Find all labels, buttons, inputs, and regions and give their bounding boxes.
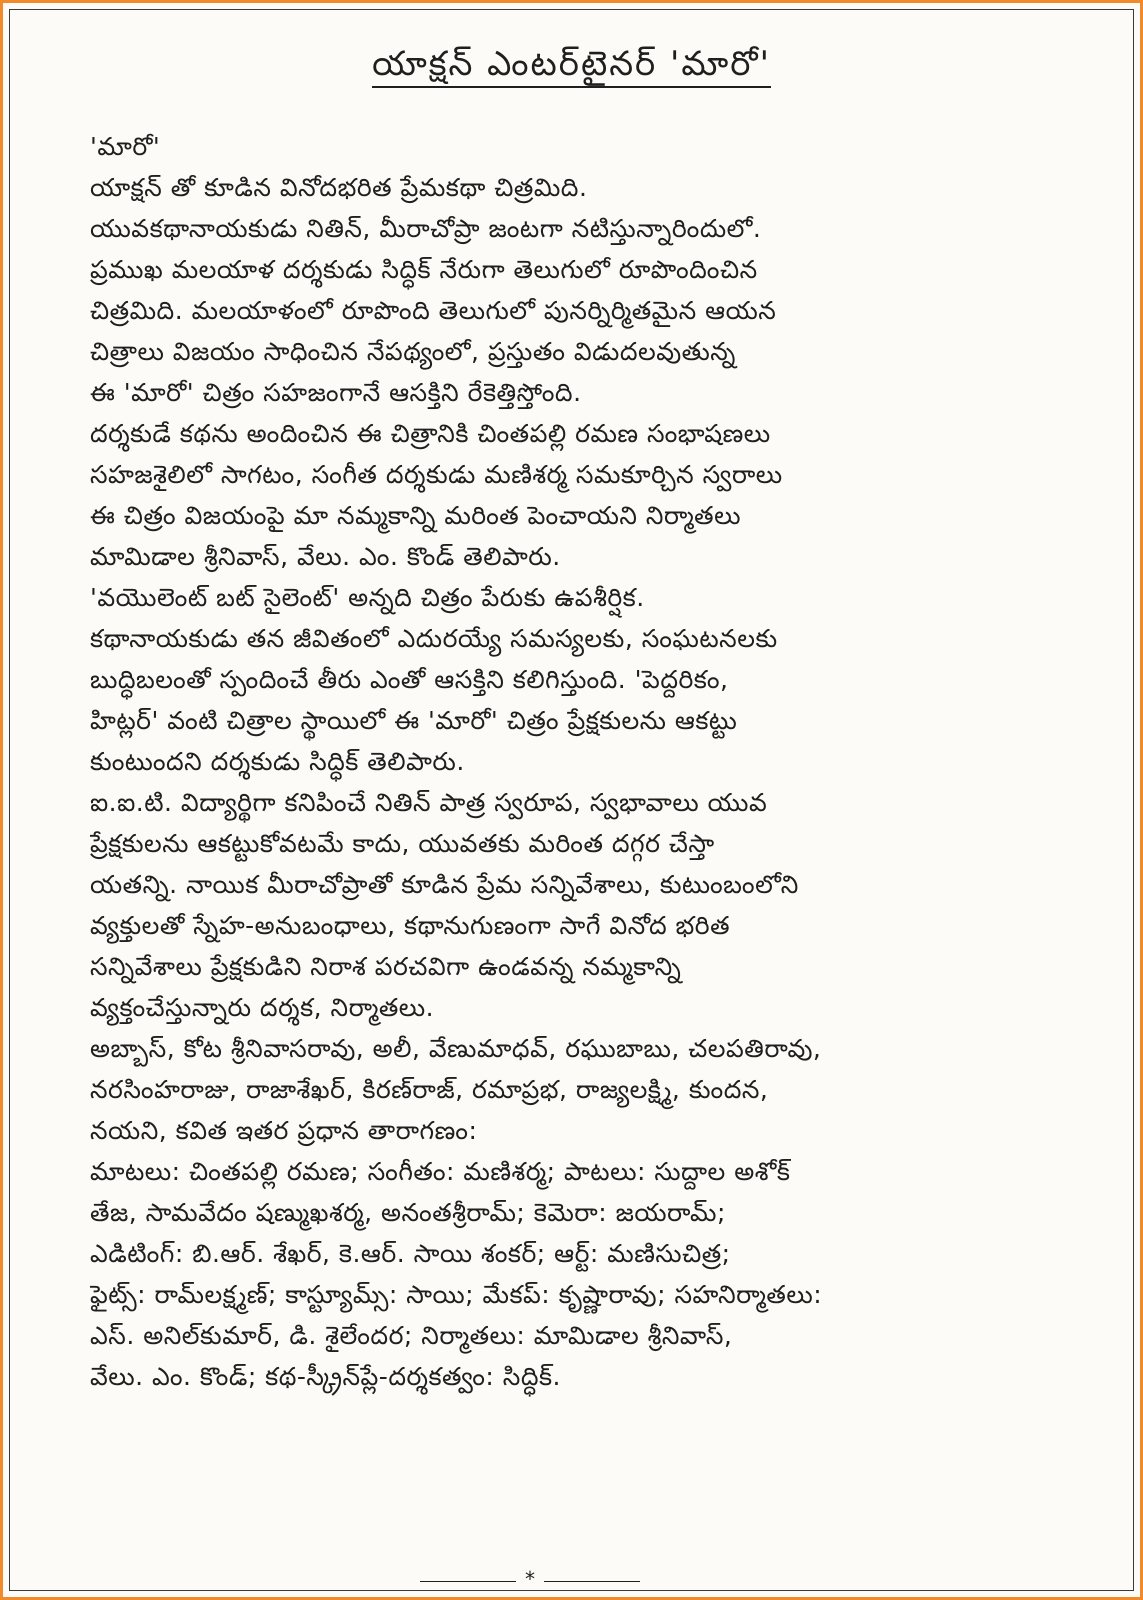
text-line: ఎడిటింగ్: బి.ఆర్. శేఖర్, కె.ఆర్. సాయి శంకర్; ఆర్ట్: మణిసుచిత్ర;	[90, 1239, 731, 1268]
text-line: తేజ, సామవేదం షణ్ముఖశర్మ, అనంతశ్రీరామ్; కెమెరా: జయరామ్;	[90, 1198, 726, 1227]
text-line: యువకథానాయకుడు నితిన్, మీరాచోప్రా జంటగా నటిస్తున్నారిందులో.	[90, 214, 762, 243]
text-line: కథానాయకుడు తన జీవితంలో ఎదురయ్యే సమస్యలకు, సంఘటనలకు	[90, 624, 778, 653]
text-line: నయని, కవిత ఇతర ప్రధాన తారాగణం:	[90, 1116, 478, 1145]
text-line: చిత్రమిది. మలయాళంలో రూపొంది తెలుగులో పునర్నిర్మితమైన ఆయన	[90, 296, 777, 325]
text-line: బుద్ధిబలంతో స్పందించే తీరు ఎంతో ఆసక్తిని కలిగిస్తుంది. 'పెద్దరికం,	[90, 665, 729, 694]
text-line: ఈ 'మారో' చిత్రం సహజంగానే ఆసక్తిని రేకెత్తిస్తోంది.	[90, 378, 582, 407]
text-line: 'మారో'	[90, 132, 161, 161]
text-line: ప్రముఖ మలయాళ దర్శకుడు సిద్ధిక్ నేరుగా తెలుగులో రూపొందించిన	[90, 255, 758, 284]
footer-rule-right	[544, 1581, 640, 1582]
text-line: ఎస్. అనిల్‌కుమార్, డి. శైలేందర; నిర్మాతలు: మామిడాల శ్రీనివాస్,	[90, 1321, 733, 1350]
text-line: అబ్బాస్, కోట శ్రీనివాసరావు, అలీ, వేణుమాధవ్, రఘుబాబు, చలపతిరావు,	[90, 1034, 822, 1063]
text-line: వేలు. ఎం. కొండ్; కథ-స్క్రీన్‌ప్లే-దర్శకత్వం: సిద్ధిక్.	[90, 1362, 561, 1391]
text-line: 'వయొలెంట్ బట్ సైలెంట్' అన్నది చిత్రం పేరుకు ఉపశీర్షిక.	[90, 583, 645, 612]
text-line: యతన్ని. నాయిక మీరాచోప్రాతో కూడిన ప్రేమ సన్నివేశాలు, కుటుంబంలోని	[90, 870, 799, 899]
text-line: మాటలు: చింతపల్లి రమణ; సంగీతం: మణిశర్మ; పాటలు: సుద్దాల అశోక్	[90, 1157, 791, 1186]
text-line: వ్యక్తులతో స్నేహ-అనుబంధాలు, కథానుగుణంగా సాగే వినోద భరిత	[90, 911, 731, 940]
text-line: వ్యక్తంచేస్తున్నారు దర్శక, నిర్మాతలు.	[90, 993, 435, 1022]
text-line: ఈ చిత్రం విజయంపై మా నమ్మకాన్ని మరింత పెంచాయని నిర్మాతలు	[90, 501, 742, 530]
text-line: దర్శకుడే కథను అందించిన ఈ చిత్రానికి చింతపల్లి రమణ సంభాషణలు	[90, 419, 771, 448]
text-line: మామిడాల శ్రీనివాస్, వేలు. ఎం. కొండ్ తెలిపారు.	[90, 542, 561, 571]
text-line: కుంటుందని దర్శకుడు సిద్ధిక్ తెలిపారు.	[90, 747, 465, 776]
document-title-text: యాక్షన్ ఎంటర్‌టైనర్ 'మారో'	[372, 44, 771, 88]
text-line: నరసింహరాజు, రాజాశేఖర్, కిరణ్‌రాజ్, రమాప్రభ, రాజ్యలక్ష్మి, కుందన,	[90, 1075, 769, 1104]
text-line: చిత్రాలు విజయం సాధించిన నేపథ్యంలో, ప్రస్తుతం విడుదలవుతున్న	[90, 337, 736, 366]
text-line: ప్రేక్షకులను ఆకట్టుకోవటమే కాదు, యువతకు మరింత దగ్గర చేస్తా	[90, 829, 715, 858]
text-line: సహజశైలిలో సాగటం, సంగీత దర్శకుడు మణిశర్మ సమకూర్చిన స్వరాలు	[90, 460, 783, 489]
footer-star-mark: *	[525, 1567, 535, 1591]
handwritten-body	[90, 126, 1090, 1397]
text-line: ఫైట్స్: రామ్‌లక్ష్మణ్; కాస్ట్యూమ్స్: సాయి; మేకప్: కృష్ణారావు; సహనిర్మాతలు:	[90, 1280, 823, 1309]
text-line: ఐ.ఐ.టి. విద్యార్థిగా కనిపించే నితిన్ పాత్ర స్వరూప, స్వభావాలు యువ	[90, 788, 768, 817]
text-line: సన్నివేశాలు ప్రేక్షకుడిని నిరాశ పరచవిగా ఉండవన్న నమ్మకాన్ని	[90, 952, 682, 981]
text-line: యాక్షన్ తో కూడిన వినోదభరిత ప్రేమకథా చిత్రమిది.	[90, 173, 588, 202]
text-line: హిట్లర్' వంటి చిత్రాల స్థాయిలో ఈ 'మారో' చిత్రం ప్రేక్షకులను ఆకట్టు	[90, 706, 738, 735]
footer-divider	[420, 1567, 640, 1591]
document-title	[0, 42, 1143, 86]
